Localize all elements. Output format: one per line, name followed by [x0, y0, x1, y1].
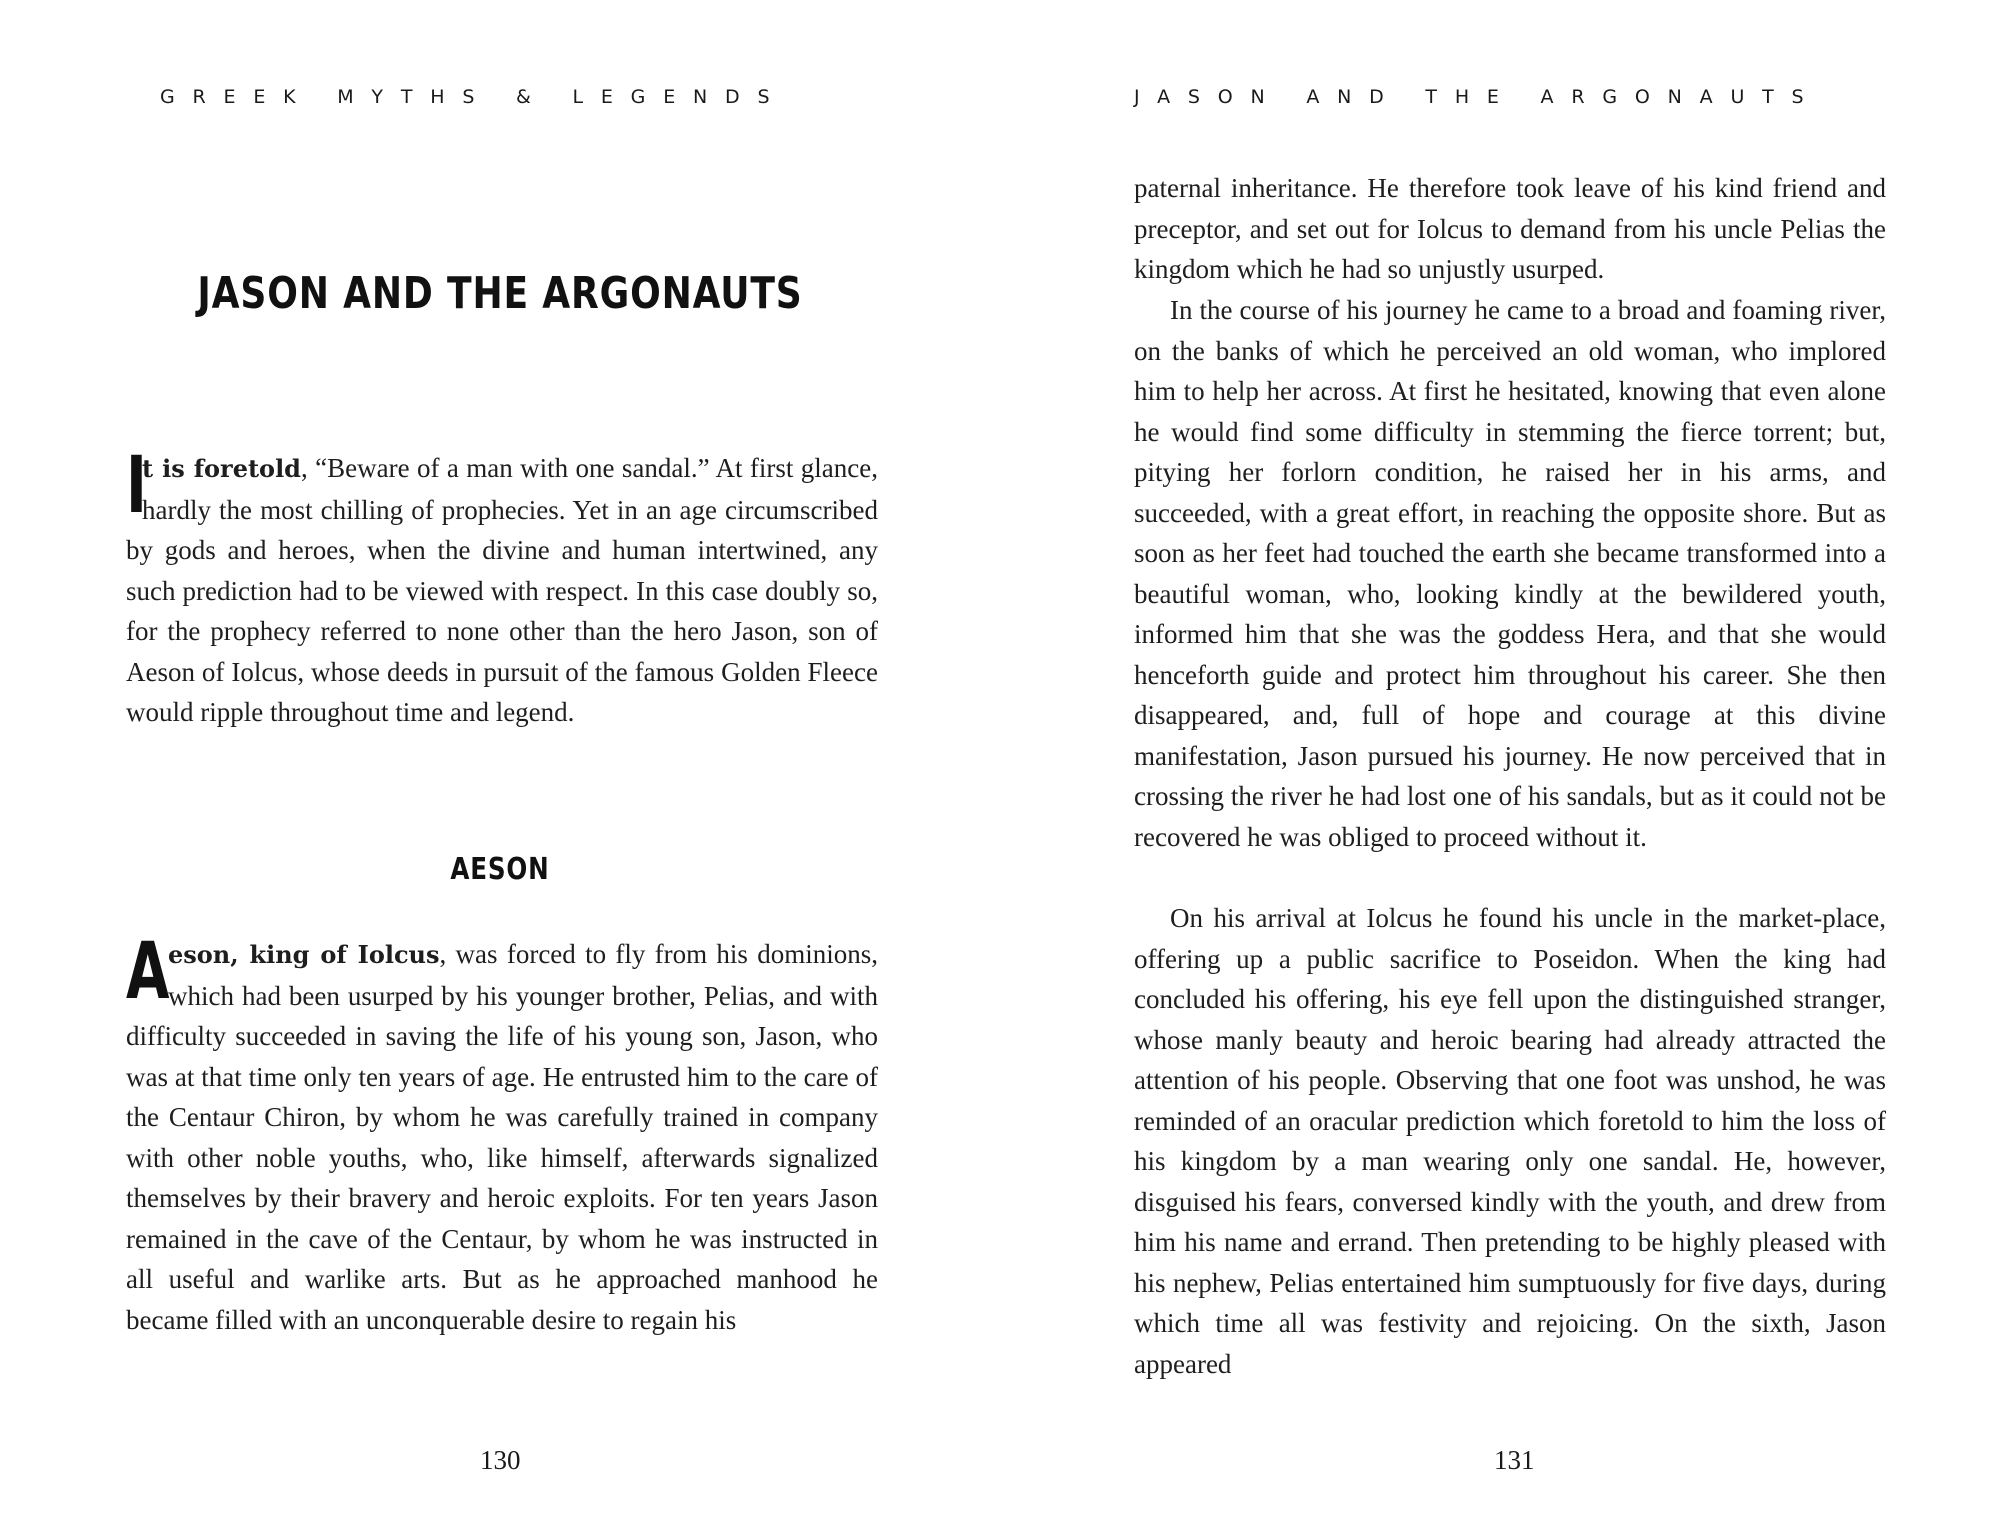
- intro-paragraph: [126, 441, 878, 733]
- chapter-title: JASON AND THE ARGONAUTS: [197, 268, 803, 319]
- intro-text: , “Beware of a man with one sandal.” At first glance, hardly the most chilling of prophecies. Yet in an age circumscribed by gods and heroes, when the divine and human intertwined, any such prediction had to be viewed with respect. In this case doubly so, for the prophecy referred to none other than the hero Jason, son of Aeson of Iolcus, whose deeds in pursuit of the famous Golden Fleece would ripple throughout time and legend.: [126, 453, 878, 727]
- right-paragraph-2: In the course of his journey he came to a broad and foaming river, on the banks of which he perceived an old woman, who implored him to help her across. At first he hesitated, knowing that even alone he would find some difficulty in stemming the fierce torrent; but, pitying her forlorn condition, he raised her in his arms, and succeeded, with a great effort, in reaching the opposite shore. But as soon as her feet had touched the earth she became transformed into a beautiful woman, who, looking kindly at the bewildered youth, informed him that she was the goddess Hera, and that she would henceforth guide and protect him throughout his career. She then disappeared, and, full of hope and courage at this divine manifestation, Jason pursued his journey. He now perceived that in crossing the river he had lost one of his sandals, but as it could not be recovered he was obliged to proceed without it.: [1134, 295, 1886, 852]
- running-head-left: GREEK MYTHS & LEGENDS: [160, 86, 788, 108]
- aeson-text: , was forced to fly from his dominions, which had been usurped by his younger brother, Pelias, and with difficulty succeeded in saving the life of his young son, Jason, who was at that time only ten years of age. He entrusted him to the care of the Centaur Chiron, by whom he was carefully trained in company with other noble youths, who, like himself, afterwards signalized themselves by their bravery and heroic exploits. For ten years Jason remained in the cave of the Centaur, by whom he was instructed in all useful and warlike arts. But as he approached manhood he became filled with an unconquerable desire to regain his: [126, 939, 878, 1335]
- page-number-left: 130: [480, 1445, 521, 1475]
- dropcap-aeson: A: [126, 927, 170, 1017]
- section-title: AESON: [450, 852, 550, 887]
- right-page: [1000, 0, 2000, 1529]
- running-head-right: JASON AND THE ARGONAUTS: [1134, 86, 1822, 108]
- page-number-right: 131: [1494, 1445, 1535, 1475]
- right-paragraph-1: paternal inheritance. He therefore took leave of his kind friend and preceptor, and set out for Iolcus to demand from his uncle Pelias the kingdom which he had so unjustly usurped.: [1134, 173, 1886, 284]
- dropcap-intro: I: [126, 441, 147, 531]
- aeson-lead-in: eson, king of Iolcus: [168, 940, 440, 969]
- intro-lead-in: t is foretold: [142, 454, 301, 483]
- aeson-paragraph: [126, 927, 878, 1340]
- right-paragraph-3: On his arrival at Iolcus he found his uncle in the market-place, offering up a public sacrifice to Poseidon. When the king had concluded his offering, his eye fell upon the distinguished stranger, whose manly beauty and heroic bearing had already attracted the attention of his people. Observing that one foot was unshod, he was reminded of an oracular prediction which foretold to him the loss of his kingdom by a man wearing only one sandal. He, however, disguised his fears, conversed kindly with the youth, and drew from him his name and errand. Then pretending to be highly pleased with his nephew, Pelias entertained him sumptuously for five days, during which time all was festivity and rejoicing. On the sixth, Jason appeared: [1134, 903, 1886, 1379]
